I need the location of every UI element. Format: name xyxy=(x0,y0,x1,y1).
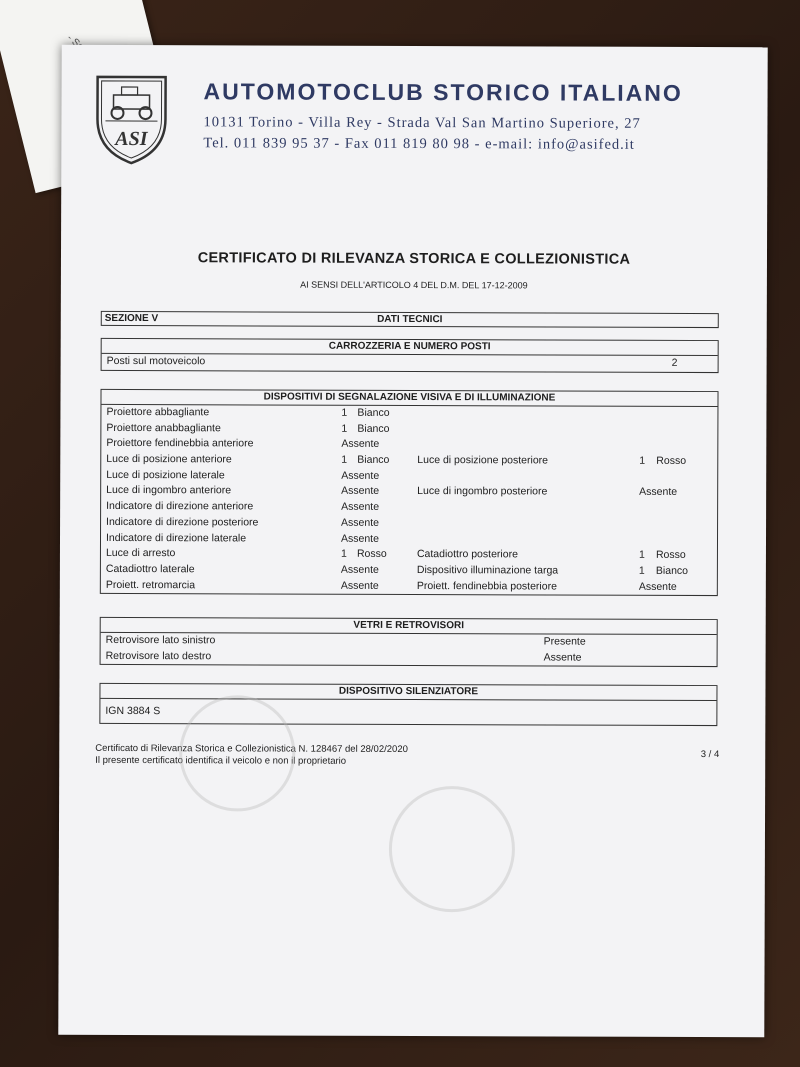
device-value: Bianco xyxy=(357,406,390,419)
section-name: DATI TECNICI xyxy=(377,313,443,326)
silenziatore-heading: DISPOSITIVO SILENZIATORE xyxy=(100,684,716,701)
device-value: Rosso xyxy=(356,547,387,561)
device-value: Bianco xyxy=(357,453,390,466)
certificate-page xyxy=(58,45,767,1037)
device-label: Luce di ingombro anteriore xyxy=(106,484,232,497)
vetri-heading: VETRI E RETROVISORI xyxy=(101,618,717,635)
org-contact: Tel. 011 839 95 37 - Fax 011 819 80 98 - e-mail: info@asifed.it xyxy=(203,135,635,153)
table-row xyxy=(101,577,717,595)
device-value: Assente xyxy=(340,579,379,592)
device-label-rear: Dispositivo illuminazione targa xyxy=(416,563,559,577)
device-label: Proiett. retromarcia xyxy=(105,578,196,591)
device-count-rear: 1 xyxy=(639,454,646,467)
device-value-rear: Rosso xyxy=(655,549,686,562)
device-count-rear: 1 xyxy=(638,548,645,561)
device-label: Proiettore anabbagliante xyxy=(106,421,221,435)
posti-label: Posti sul motoveicolo xyxy=(106,354,206,368)
device-count: 1 xyxy=(341,406,348,419)
section-header xyxy=(101,311,719,328)
device-label: Indicatore di direzione posteriore xyxy=(106,515,259,529)
asi-logo-icon xyxy=(91,71,171,167)
device-count: 1 xyxy=(341,453,348,466)
device-value: Assente xyxy=(341,485,380,498)
device-label: Catadiottro laterale xyxy=(105,562,195,576)
device-value-rear: Assente xyxy=(638,580,677,593)
footer-disclaimer: Il presente certificato identifica il veicolo e non il proprietario xyxy=(95,754,347,767)
retrovisore-sinistro-label: Retrovisore lato sinistro xyxy=(105,633,216,647)
device-label-rear: Catadiottro posteriore xyxy=(416,548,518,561)
svg-text:ASI: ASI xyxy=(115,127,148,151)
device-value: Assente xyxy=(341,500,380,514)
embossed-seal xyxy=(179,695,295,811)
dispositivi-heading: DISPOSITIVI DI SEGNALAZIONE VISIVA E DI ILLUMINAZIONE xyxy=(101,390,717,407)
retrovisore-sinistro-value: Presente xyxy=(543,635,586,648)
device-label: Luce di posizione anteriore xyxy=(106,452,232,466)
device-label-rear: Luce di posizione posteriore xyxy=(417,454,549,467)
carrozzeria-box xyxy=(101,338,719,373)
posti-value: 2 xyxy=(671,356,678,369)
device-count-rear: 1 xyxy=(638,564,645,577)
footer-certificate-number: Certificato di Rilevanza Storica e Collezionistica N. 128467 del 28/02/2020 xyxy=(95,742,408,755)
device-label: Proiettore abbagliante xyxy=(106,405,210,419)
device-value-rear: Assente xyxy=(639,486,678,499)
device-value: Assente xyxy=(341,469,380,482)
dispositivi-table xyxy=(101,405,718,595)
device-value-rear: Bianco xyxy=(655,564,689,577)
device-label: Indicatore di direzione anteriore xyxy=(106,500,254,513)
table-row xyxy=(101,649,717,667)
device-label: Luce di arresto xyxy=(105,547,176,560)
device-label: Indicatore di direzione laterale xyxy=(105,531,247,544)
device-label-rear: Luce di ingombro posteriore xyxy=(417,485,548,498)
carrozzeria-row xyxy=(102,354,718,372)
org-address: 10131 Torino - Villa Rey - Strada Val San Martino Superiore, 27 xyxy=(203,114,641,132)
carrozzeria-heading: CARROZZERIA E NUMERO POSTI xyxy=(102,339,718,356)
device-label-rear: Proiett. fendinebbia posteriore xyxy=(416,579,557,593)
device-value: Assente xyxy=(341,438,380,451)
device-count: 1 xyxy=(340,547,347,560)
certificate-title: CERTIFICATO DI RILEVANZA STORICA E COLLEZIONISTICA xyxy=(197,250,631,268)
device-value: Assente xyxy=(340,563,379,576)
dispositivi-box xyxy=(100,389,719,596)
vetri-box xyxy=(100,617,718,668)
device-label: Proiettore fendinebbia anteriore xyxy=(106,437,254,450)
retrovisore-destro-value: Assente xyxy=(543,651,582,664)
silenziatore-value: IGN 3884 S xyxy=(105,704,161,718)
device-count: 1 xyxy=(341,422,348,435)
device-value-rear: Rosso xyxy=(656,454,687,468)
embossed-seal xyxy=(389,786,515,912)
org-name: AUTOMOTOCLUB STORICO ITALIANO xyxy=(203,78,683,106)
section-label: SEZIONE V xyxy=(104,312,159,325)
device-value: Assente xyxy=(340,532,379,545)
device-value: Bianco xyxy=(357,422,390,435)
device-label: Luce di posizione laterale xyxy=(106,468,225,482)
certificate-subtitle: AI SENSI DELL'ARTICOLO 4 DEL D.M. DEL 17-12-2009 xyxy=(300,279,528,291)
page-number: 3 / 4 xyxy=(700,749,720,761)
retrovisore-destro-label: Retrovisore lato destro xyxy=(105,649,212,662)
device-value: Assente xyxy=(341,516,380,529)
